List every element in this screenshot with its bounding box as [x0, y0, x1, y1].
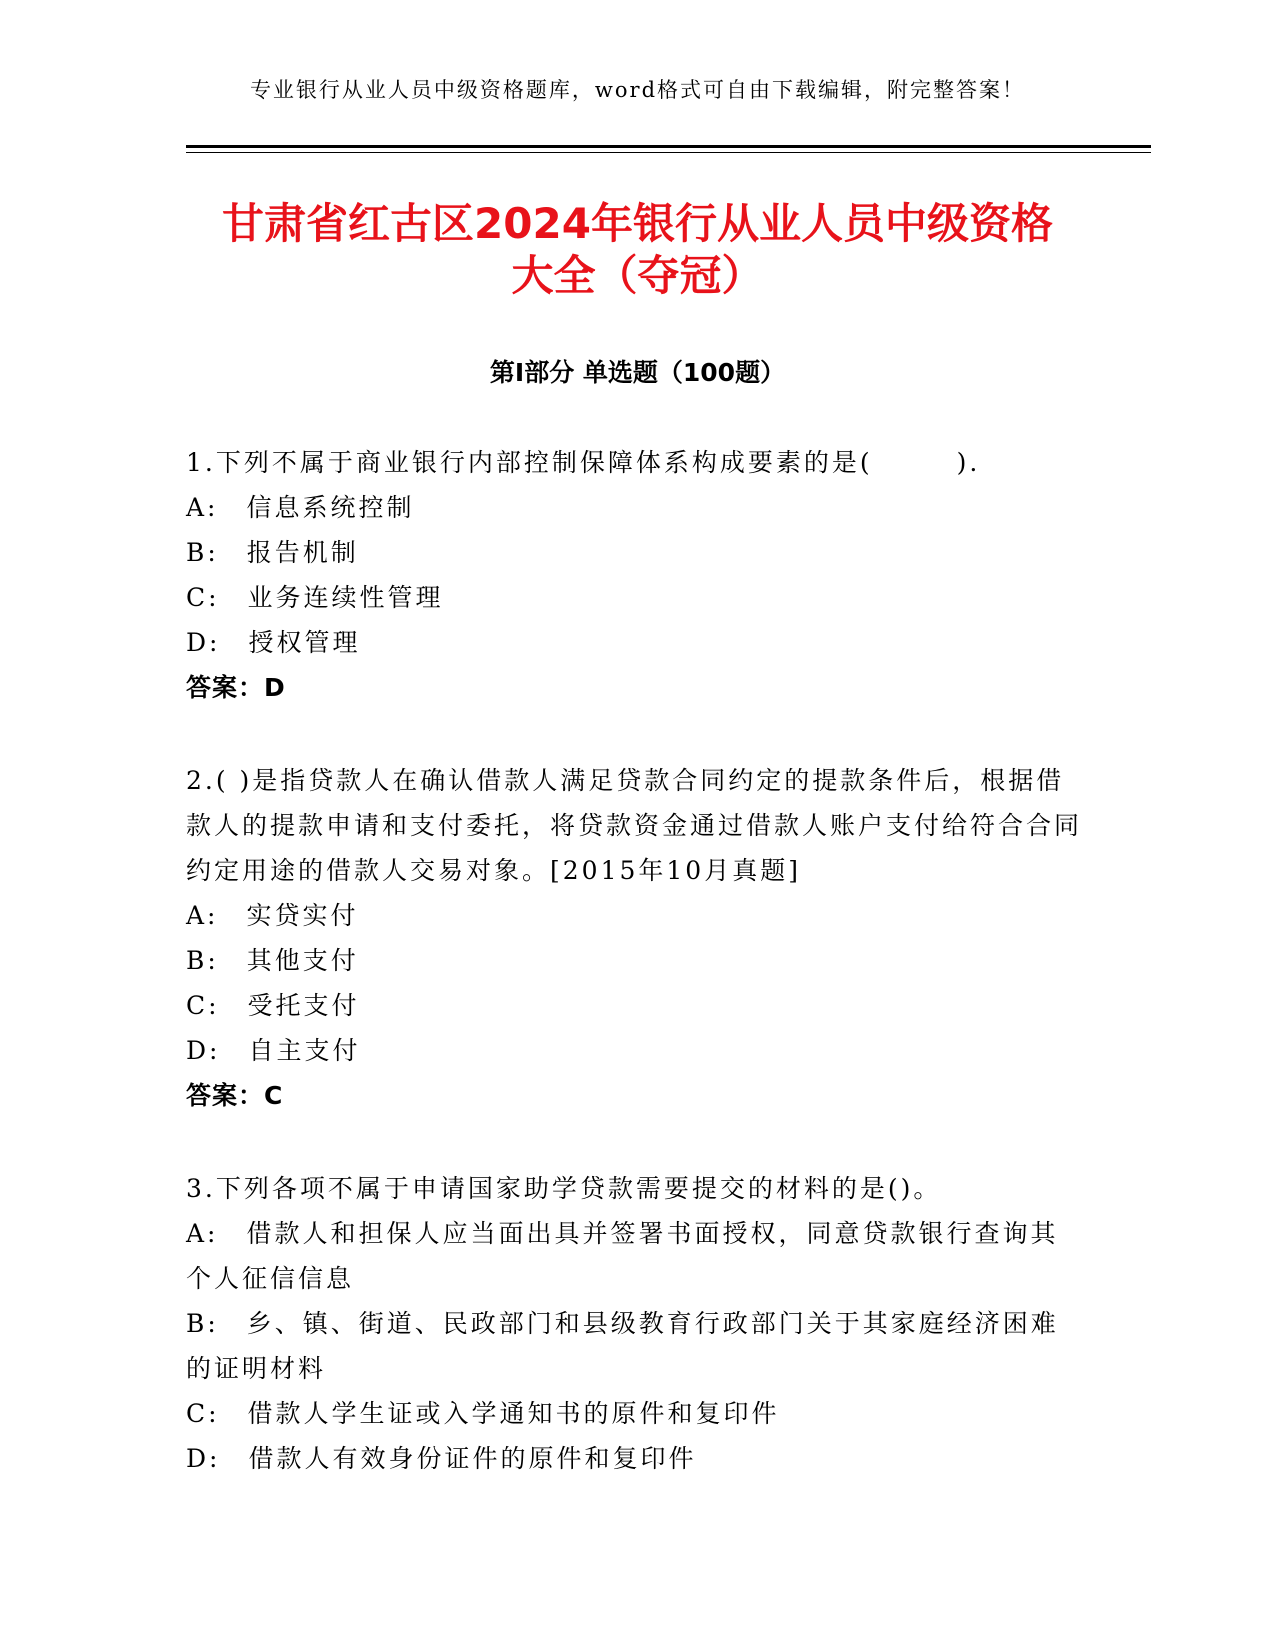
option-d: D: 借款人有效身份证件的原件和复印件 — [186, 1444, 697, 1473]
option-a: A: 借款人和担保人应当面出具并签署书面授权，同意贷款银行查询其个人征信信息 — [186, 1219, 1059, 1293]
question-stem: 1.下列不属于商业银行内部控制保障体系构成要素的是( ). — [186, 448, 981, 477]
option-d: D: 授权管理 — [186, 628, 361, 657]
answer: 答案：C — [186, 1081, 284, 1110]
option-c: C: 业务连续性管理 — [186, 583, 444, 612]
question-2 — [186, 758, 1086, 1118]
option-b: B: 报告机制 — [186, 538, 359, 567]
option-a: A: 实贷实付 — [186, 901, 359, 930]
question-stem: 2.( )是指贷款人在确认借款人满足贷款合同约定的提款条件后，根据借款人的提款申请和支付委托，将贷款资金通过借款人账户支付给符合合同约定用途的借款人交易对象。[2015年10月真题] — [186, 766, 1083, 885]
option-b: B: 其他支付 — [186, 946, 359, 975]
option-c: C: 受托支付 — [186, 991, 360, 1020]
option-d: D: 自主支付 — [186, 1036, 361, 1065]
question-1 — [186, 440, 1086, 710]
header-divider-thick — [186, 145, 1151, 148]
section-title: 第Ⅰ部分 单选题（100题） — [489, 358, 786, 387]
header-note: 专业银行从业人员中级资格题库，word格式可自由下载编辑，附完整答案！ — [249, 78, 1026, 102]
option-b: B: 乡、镇、街道、民政部门和县级教育行政部门关于其家庭经济困难的证明材料 — [186, 1309, 1059, 1383]
question-stem: 3.下列各项不属于申请国家助学贷款需要提交的材料的是()。 — [186, 1174, 942, 1203]
answer: 答案：D — [186, 673, 286, 702]
document-title-line2: 大全（夺冠） — [511, 251, 764, 300]
option-a: A: 信息系统控制 — [186, 493, 415, 522]
document-title — [150, 198, 1125, 302]
header-divider-thin — [186, 152, 1151, 153]
option-c: C: 借款人学生证或入学通知书的原件和复印件 — [186, 1399, 780, 1428]
question-3 — [186, 1166, 1086, 1481]
question-list — [186, 440, 1086, 1529]
document-title-line1: 甘肃省红古区2024年银行从业人员中级资格 — [222, 199, 1053, 248]
